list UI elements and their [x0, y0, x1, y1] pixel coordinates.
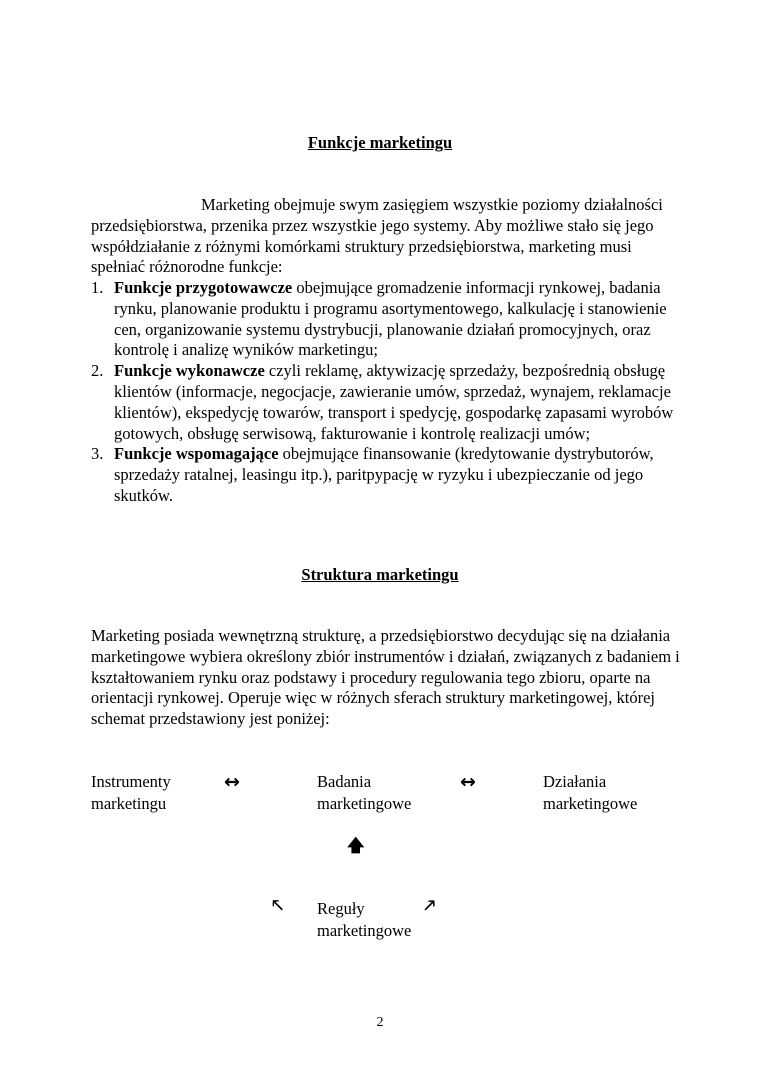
list-item-text: czyli reklamę, aktywizację sprzedaży, bezpośrednią obsługę klientów (informacje, negocjacje, zawieranie umów, sprzedaż, wynajem, reklamacje klientów), ekspedycję towarów, transport i spedycję, gospodarkę zapasami wyrobów gotowych, obsługę serwisową, fakturowanie i kontrolę realizacji umów; — [114, 361, 674, 443]
structure-text: Marketing posiada wewnętrzną strukturę, a przedsiębiorstwo decydując się na działania marketingowe wybiera określony zbiór instrumentów i działań, związanych z badaniem i kształtowaniem rynku oraz podstawy i procedury regulowania tego zbioru, oparte na orientacji rynkowej. Operuje więc w różnych sferach struktury marketingowej, której schemat przedstawiony jest poniżej: — [91, 626, 680, 729]
list-item-heading: Funkcje wspomagające — [114, 444, 279, 464]
list-item-heading: Funkcje wykonawcze — [114, 361, 265, 381]
page-number: 2 — [376, 1015, 384, 1030]
list-item-number: 1. — [91, 278, 104, 297]
double-arrow-icon: ↔ — [224, 771, 240, 793]
list-item — [91, 361, 681, 444]
arrow-up-right-icon: 🡕 — [424, 896, 436, 916]
node-dzialania: Działania marketingowe — [543, 772, 638, 813]
functions-list — [91, 278, 681, 507]
arrow-up-left-icon: 🡔 — [272, 896, 284, 916]
double-arrow-icon: ↔ — [460, 771, 476, 793]
list-item-number: 3. — [91, 444, 104, 464]
arrow-up-icon: 🡅 — [347, 836, 365, 856]
node-badania: Badania marketingowe — [317, 772, 412, 813]
node-instrumenty: Instrumenty marketingu — [91, 772, 171, 813]
list-item-text: obejmujące gromadzenie informacji rynkowej, badania rynku, planowanie produktu i programu asortymentowego, kalkulację i stanowienie cen, organizowanie systemu dystrybucji, planowanie działań promocyjnych, oraz kontrolę i analizę wyników marketingu; — [114, 278, 667, 360]
list-item — [91, 278, 681, 361]
intro-paragraph — [91, 195, 681, 278]
structure-paragraph — [91, 626, 681, 730]
list-item-text: obejmujące finansowanie (kredytowanie dystrybutorów, sprzedaży ratalnej, leasingu itp.), paritpypację w ryzyku i ubezpieczanie od jego skutków. — [114, 444, 654, 505]
list-item — [91, 444, 681, 506]
list-item-heading: Funkcje przygotowawcze — [114, 278, 293, 297]
node-reguly: Reguły marketingowe — [317, 899, 412, 940]
list-item-number: 2. — [91, 361, 104, 381]
section-title-funkcje: Funkcje marketingu — [307, 133, 453, 152]
intro-text: Marketing obejmuje swym zasięgiem wszystkie poziomy działalności przedsiębiorstwa, przenika przez wszystkie jego systemy. Aby możliwe stało się jego współdziałanie z różnymi komórkami struktury przedsiębiorstwa, marketing musi spełniać różnorodne funkcje: — [91, 195, 663, 277]
section-title-struktura: Struktura marketingu — [301, 565, 459, 584]
